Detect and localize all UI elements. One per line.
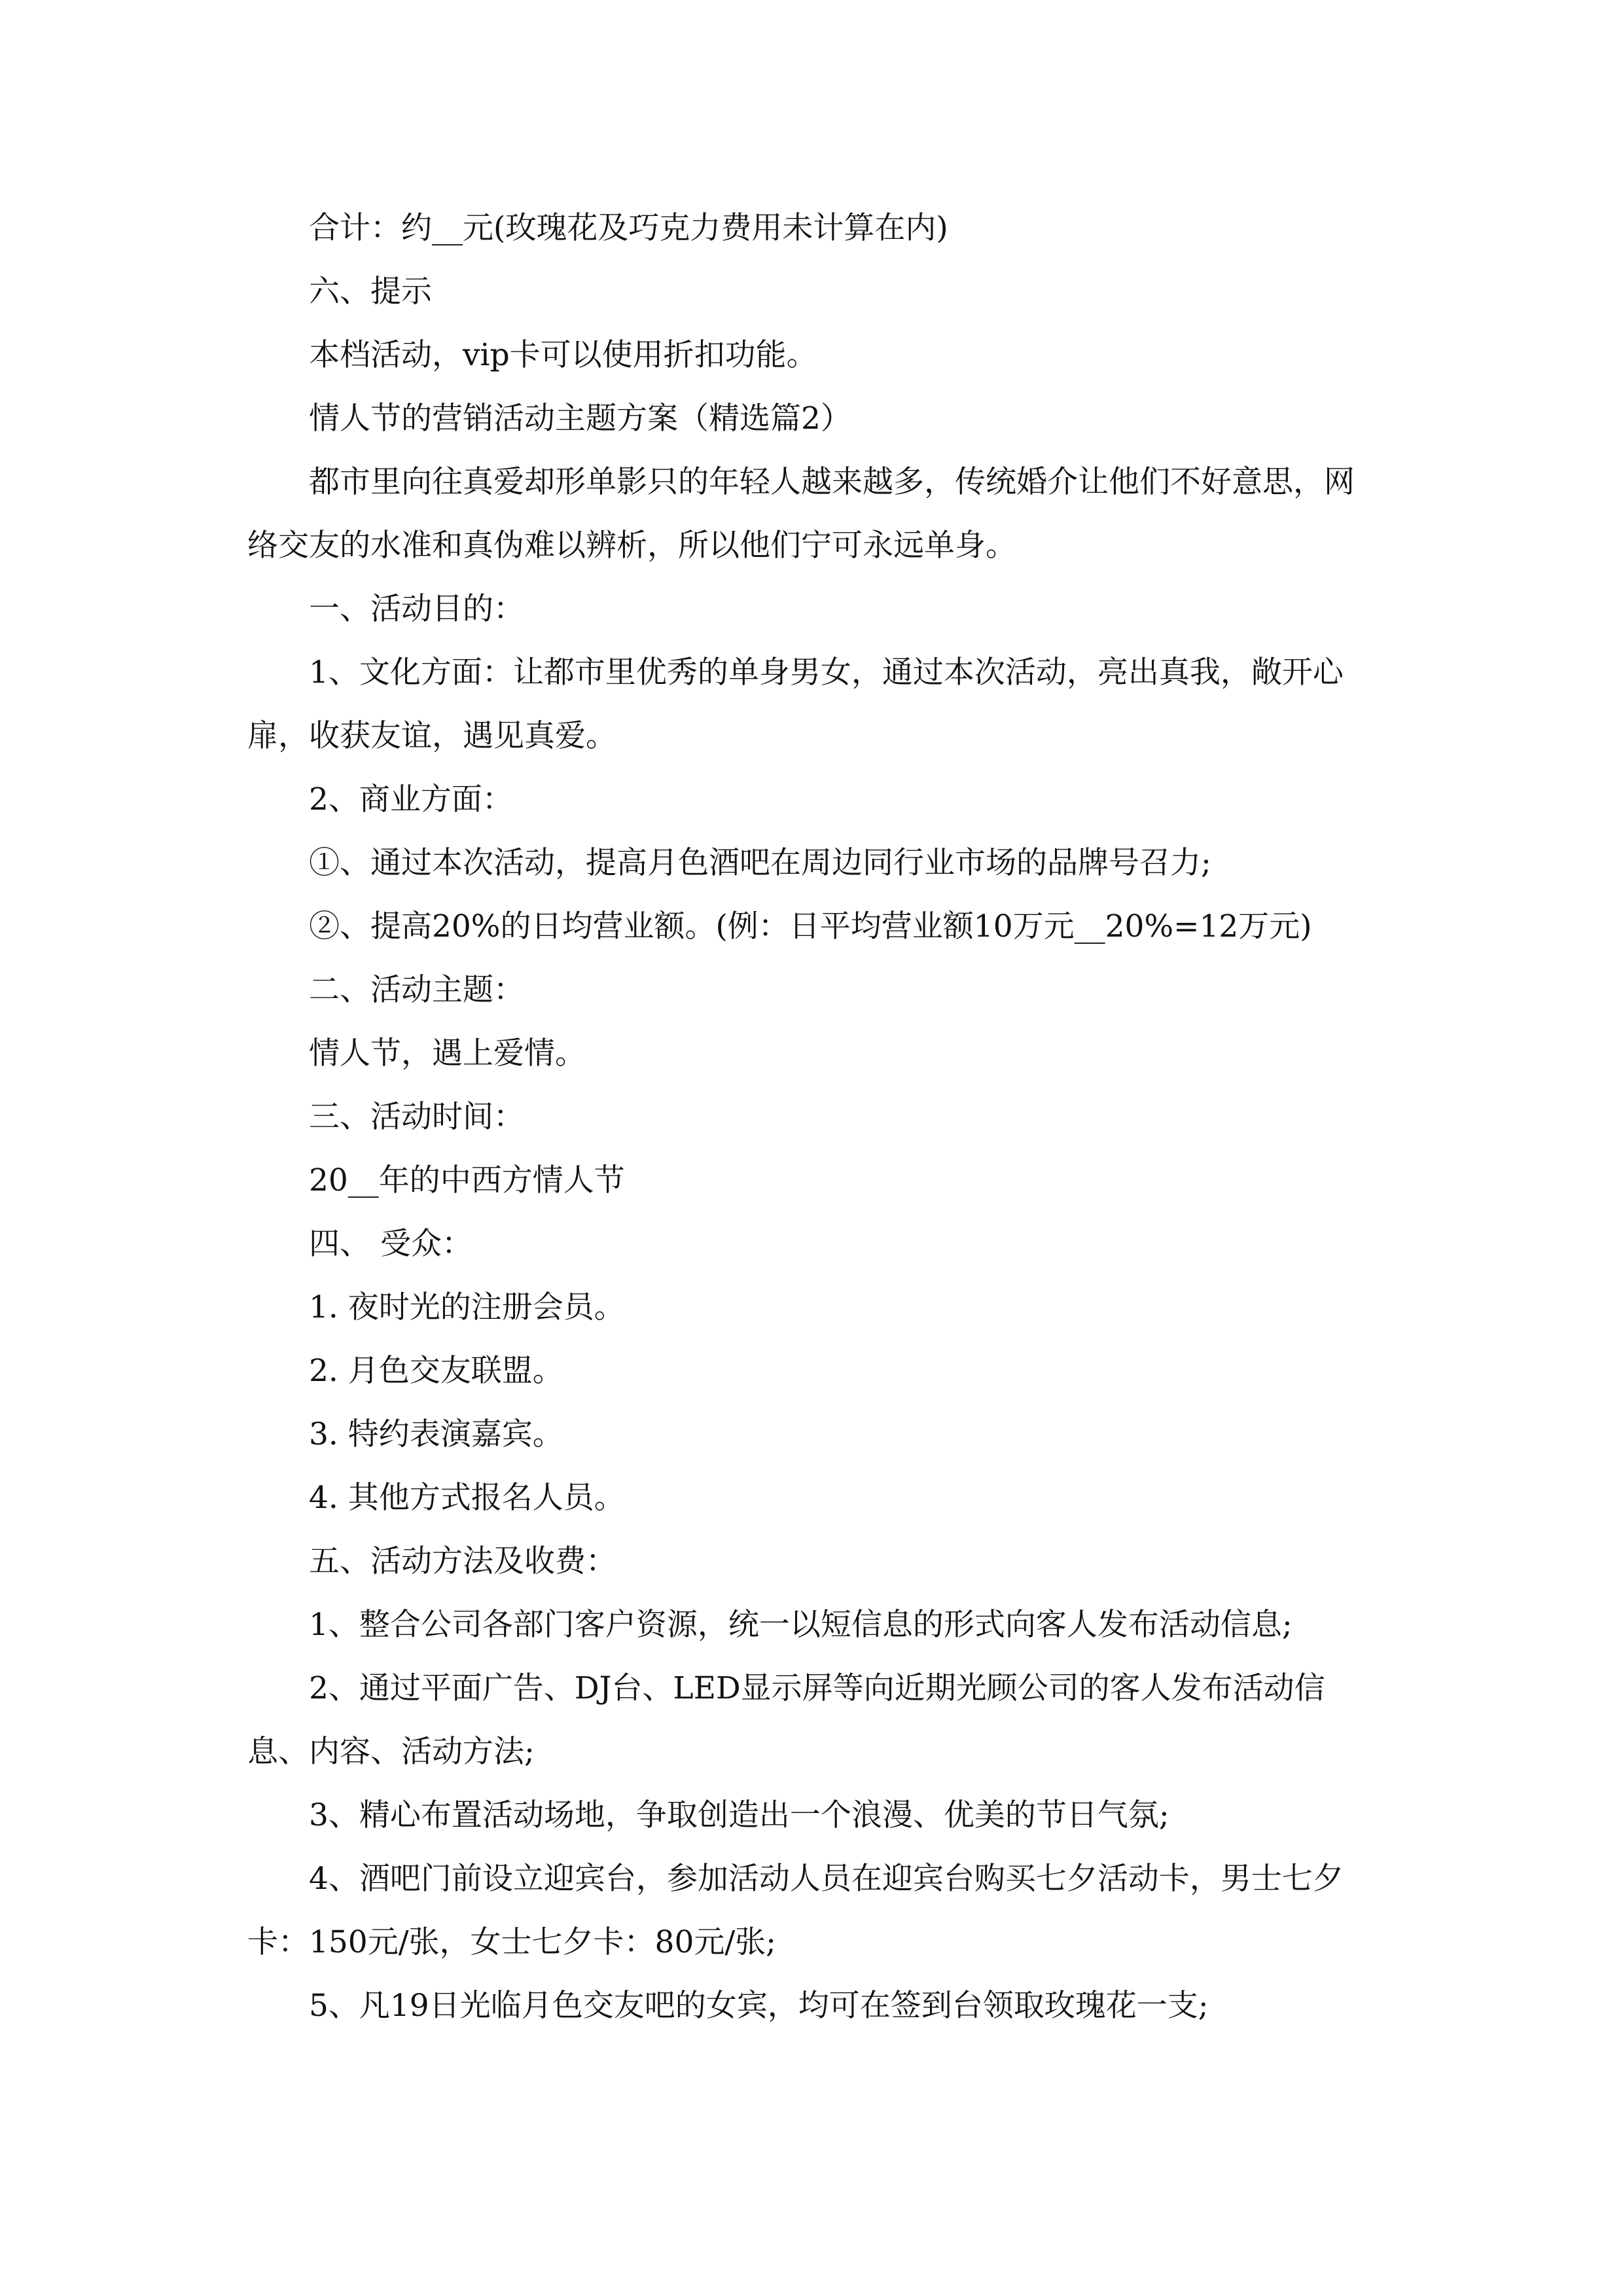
section-five-heading: 五、活动方法及收费： <box>309 1543 616 1579</box>
method-item: 5、凡19日光临月色交友吧的女宾，均可在签到台领取玫瑰花一支; <box>309 1988 1209 2024</box>
section-six-heading: 六、提示 <box>309 274 432 310</box>
section-one-heading: 一、活动目的： <box>309 591 524 627</box>
culture-goal: 1、文化方面：让都市里优秀的单身男女，通过本次活动，亮出真我，敞开心扉，收获友谊，遇见真爱。 <box>247 655 1344 754</box>
audience-item: 3. 特约表演嘉宾。 <box>309 1416 563 1452</box>
audience-item: 1. 夜时光的注册会员。 <box>309 1289 625 1325</box>
document-body <box>247 196 1376 2037</box>
method-item: 3、精心布置活动场地，争取创造出一个浪漫、优美的节日气氛; <box>309 1797 1169 1833</box>
audience-item: 4. 其他方式报名人员。 <box>309 1480 625 1516</box>
method-item: 2、通过平面广告、DJ台、LED显示屏等向近期光顾公司的客人发布活动信息、内容、活动方法; <box>247 1670 1325 1770</box>
activity-time: 20__年的中西方情人节 <box>309 1162 625 1198</box>
intro-paragraph: 都市里向往真爱却形单影只的年轻人越来越多，传统婚介让他们不好意思，网络交友的水准和真伪难以辨析，所以他们宁可永远单身。 <box>247 464 1355 564</box>
section-two-heading: 二、活动主题： <box>309 972 524 1008</box>
method-item: 1、整合公司各部门客户资源，统一以短信息的形式向客人发布活动信息; <box>309 1607 1293 1643</box>
activity-theme: 情人节，遇上爱情。 <box>309 1035 586 1071</box>
total-cost-line: 合计：约__元(玫瑰花及巧克力费用未计算在内) <box>309 210 948 246</box>
section-three-heading: 三、活动时间： <box>309 1099 524 1135</box>
vip-note: 本档活动，vip卡可以使用折扣功能。 <box>309 337 817 373</box>
business-goal-heading: 2、商业方面： <box>309 781 513 817</box>
audience-item: 2. 月色交友联盟。 <box>309 1353 563 1389</box>
plan-title: 情人节的营销活动主题方案（精选篇2） <box>309 401 851 437</box>
business-goal-2: ②、提高20%的日均营业额。(例：日平均营业额10万元__20%=12万元) <box>309 908 1312 944</box>
section-four-heading: 四、 受众： <box>309 1226 473 1262</box>
method-item: 4、酒吧门前设立迎宾台，参加活动人员在迎宾台购买七夕活动卡，男士七夕卡：150元/张，女士七夕卡：80元/张; <box>247 1861 1344 1960</box>
business-goal-1: ①、通过本次活动，提高月色酒吧在周边同行业市场的品牌号召力; <box>309 845 1211 881</box>
